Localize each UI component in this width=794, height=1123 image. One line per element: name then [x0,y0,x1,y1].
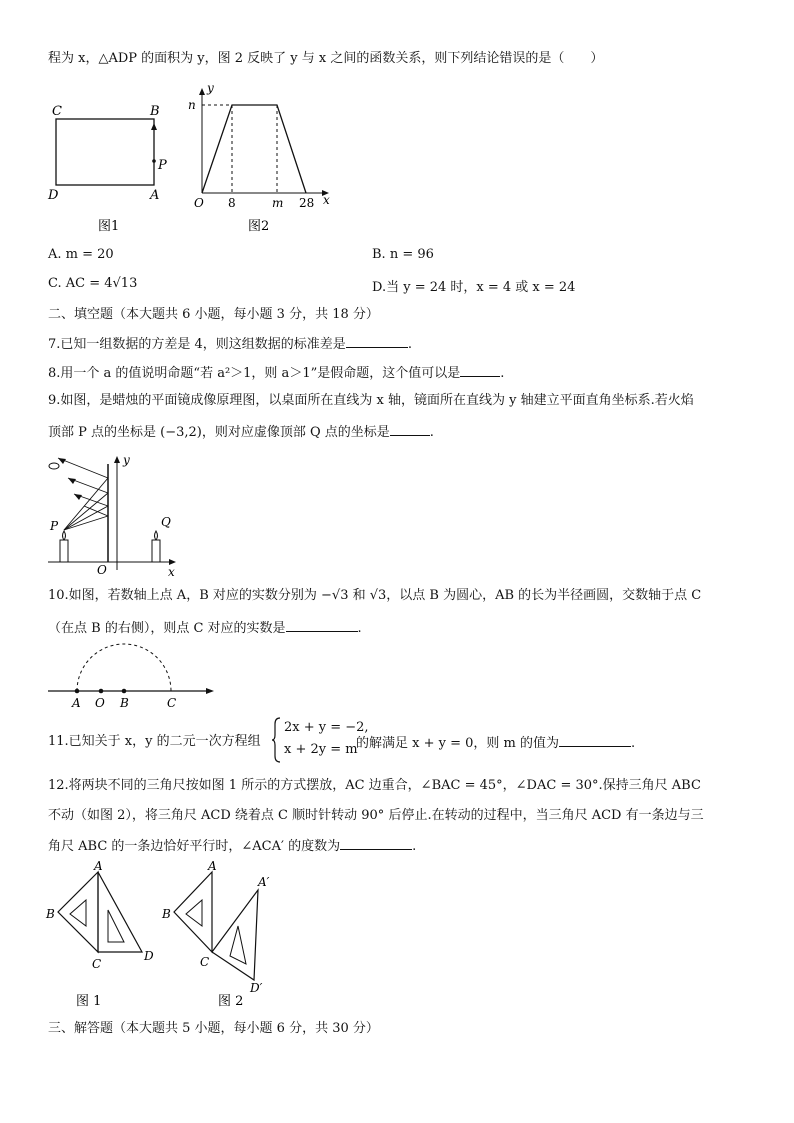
q10-label-c: C [167,696,177,710]
fig1-label-a: A [150,188,160,203]
q10-answer-blank[interactable] [286,618,358,632]
q9-label-q: Q [161,515,171,529]
q12-fig2-caption: 图 2 [218,994,244,1009]
fig1-label-p: P [158,158,167,173]
q10-line-2: （在点 B 的右侧），则点 C 对应的实数是 [48,621,286,636]
q10-label-b: B [120,696,129,710]
q12-fig2-label-a: A [208,859,217,873]
fig2-tick-28: 28 [299,196,315,210]
q10-line-1: 10.如图，若数轴上点 A，B 对应的实数分别为 −√3 和 √3，以点 B 为圆心，AB 的长为半径画圆，交数轴于点 C [48,588,702,603]
section-2-heading: 二、填空题（本大题共 6 小题，每小题 3 分，共 18 分） [48,307,379,322]
fig2-caption: 图2 [248,219,270,234]
fig2-tick-m: m [272,196,284,210]
q12-fig2-label-a-prime: A′ [258,875,270,889]
fig2-label-o: O [194,196,204,210]
q6-option-d: D.当 y = 24 时，x = 4 或 x = 24 [372,280,576,295]
q6-stem: 程为 x，△ADP 的面积为 y，图 2 反映了 y 与 x 之间的函数关系，则下列结论错误的是（ ） [48,51,604,66]
question-11-post: 的解满足 x + y = 0，则 m 的值为 . [356,733,635,753]
q10-figure [44,640,224,712]
fig2-label-y: y [207,81,214,95]
fig1-caption: 图1 [98,219,120,234]
q11-equation-system [272,716,369,764]
question-8: 8.用一个 a 的值说明命题“若 a²＞1，则 a＞1”是假命题，这个值可以是 . [48,363,504,383]
q12-figure-2 [158,860,288,1015]
q12-fig1-caption: 图 1 [76,994,102,1009]
fig1-label-b: B [150,104,160,119]
q11-equation-1: 2x + y = −2, [284,720,369,735]
q9-label-p: P [50,519,59,533]
q11-equation-2: x + 2y = m [284,742,358,757]
q12-fig1-label-b: B [46,907,55,921]
q9-line-1: 9.如图，是蜡烛的平面镜成像原理图，以桌面所在直线为 x 轴，镜面所在直线为 y 轴建立平面直角坐标系.若火焰 [48,393,694,408]
q6-figure-1 [40,95,180,245]
q12-fig2-label-d-prime: D′ [250,981,263,995]
fig2-label-n: n [188,98,196,112]
q9-figure [40,448,190,578]
q12-fig1-label-c: C [92,957,102,971]
q12-line-2: 不动（如图 2），将三角尺 ACD 绕着点 C 顺时针转动 90° 后停止.在转动的过程中，当三角尺 ACD 有一条边与三 [48,808,704,823]
q12-fig2-label-b: B [162,907,171,921]
q12-fig1-label-a: A [94,859,103,873]
q9-line-2: 顶部 P 点的坐标是 (−3,2)，则对应虚像顶部 Q 点的坐标是 [48,425,390,440]
q12-fig2-label-c: C [200,955,210,969]
question-12-line-3: 角尺 ABC 的一条边恰好平行时，∠ACA′ 的度数为 . [48,836,416,856]
q6-figure-2 [185,80,345,240]
q8-answer-blank[interactable] [460,363,500,377]
q6-option-c: C. AC = 4√13 [48,276,138,291]
q7-text: 7.已知一组数据的方差是 4，则这组数据的标准差是 [48,337,346,352]
q6-option-a: A. m = 20 [48,247,114,262]
fig2-tick-8: 8 [228,196,236,210]
question-7: 7.已知一组数据的方差是 4，则这组数据的标准差是 . [48,334,412,354]
q7-answer-blank[interactable] [346,334,408,348]
q9-label-o: O [97,563,107,577]
question-9-line-2: 顶部 P 点的坐标是 (−3,2)，则对应虚像顶部 Q 点的坐标是 . [48,422,434,442]
q11-post-text: 的解满足 x + y = 0，则 m 的值为 [356,736,559,751]
q12-line-1: 12.将两块不同的三角尺按如图 1 所示的方式摆放，AC 边重合，∠BAC = 45°，∠DAC = 30°.保持三角尺 ABC [48,778,701,793]
q12-fig1-label-d: D [144,949,154,963]
q12-figure-1 [40,860,170,1015]
q6-option-b: B. n = 96 [372,247,434,262]
q10-label-a: A [72,696,81,710]
q9-answer-blank[interactable] [390,422,430,436]
q9-label-y: y [123,453,130,467]
question-10-line-2: （在点 B 的右侧），则点 C 对应的实数是 . [48,618,362,638]
q12-answer-blank[interactable] [340,836,412,850]
q10-label-o: O [95,696,105,710]
q11-answer-blank[interactable] [559,733,631,747]
fig2-label-x: x [323,193,330,207]
fig1-label-c: C [52,104,62,119]
question-11-pre: 11.已知关于 x，y 的二元一次方程组 [48,734,261,749]
q12-line-3: 角尺 ABC 的一条边恰好平行时，∠ACA′ 的度数为 [48,839,341,854]
q9-label-x: x [168,565,175,579]
q8-text: 8.用一个 a 的值说明命题“若 a²＞1，则 a＞1”是假命题，这个值可以是 [48,366,461,381]
section-3-heading: 三、解答题（本大题共 5 小题，每小题 6 分，共 30 分） [48,1021,379,1036]
fig1-label-d: D [48,188,59,203]
